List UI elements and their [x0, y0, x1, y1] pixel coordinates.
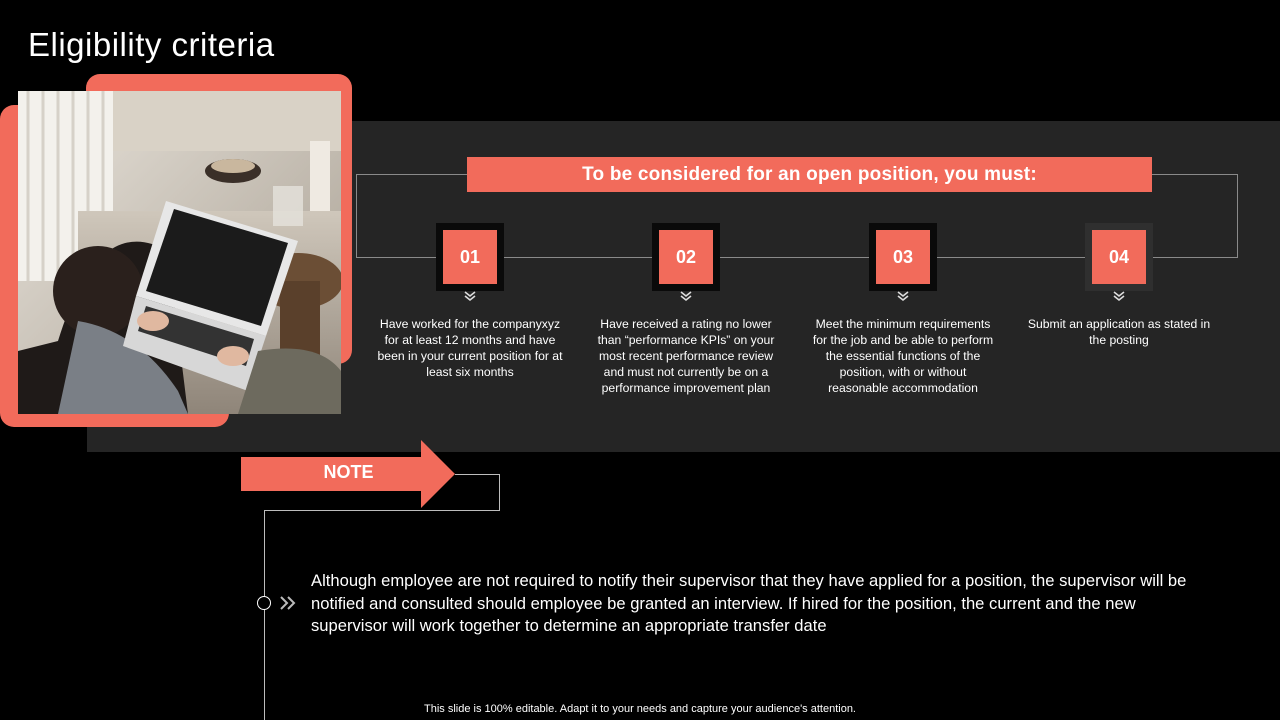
step-4-text: Submit an application as stated in the posting [1027, 317, 1211, 347]
chevron-down-icon [463, 290, 477, 302]
connector-line [499, 474, 500, 511]
step-3-box [869, 223, 937, 291]
step-4-box [1085, 223, 1153, 291]
step-2-box [652, 223, 720, 291]
photo-woman-with-laptop [18, 91, 341, 414]
step-3-number: 03 [876, 230, 930, 284]
chevron-down-icon [679, 290, 693, 302]
double-chevron-right-icon [279, 595, 297, 611]
step-1-box [436, 223, 504, 291]
criteria-banner: To be considered for an open position, you must: [467, 157, 1152, 192]
step-3-text: Meet the minimum requirements for the job and be able to perform the essential functions of the position, with or without reasonable accommodation [812, 317, 994, 395]
connector-line [455, 474, 500, 475]
chevron-down-icon [896, 290, 910, 302]
step-2-text: Have received a rating no lower than “performance KPIs” on your most recent performance review and must not currently be on a performance improvement plan [597, 317, 775, 395]
chevron-down-icon [1112, 290, 1126, 302]
step-4-number: 04 [1092, 230, 1146, 284]
slide-title: Eligibility criteria [28, 26, 275, 63]
step-1-number: 01 [443, 230, 497, 284]
laptop-photo-illustration [18, 91, 341, 414]
timeline-node [257, 596, 271, 610]
step-2-number: 02 [659, 230, 713, 284]
step-1-text: Have worked for the companyxyz for at least 12 months and have been in your current position for at least six months [377, 317, 563, 379]
connector-line [264, 510, 500, 511]
timeline-line [264, 510, 265, 720]
footer-caption: This slide is 100% editable. Adapt it to your needs and capture your audience's attention. [424, 703, 856, 715]
note-label: NOTE [323, 462, 374, 482]
note-body-text: Although employee are not required to notify their supervisor that they have applied for a position, the supervisor will be notified and consulted should employee be granted an interview. If hired for the position, the current and the new supervisor will work together to determine an appropriate transfer date [311, 571, 1187, 635]
